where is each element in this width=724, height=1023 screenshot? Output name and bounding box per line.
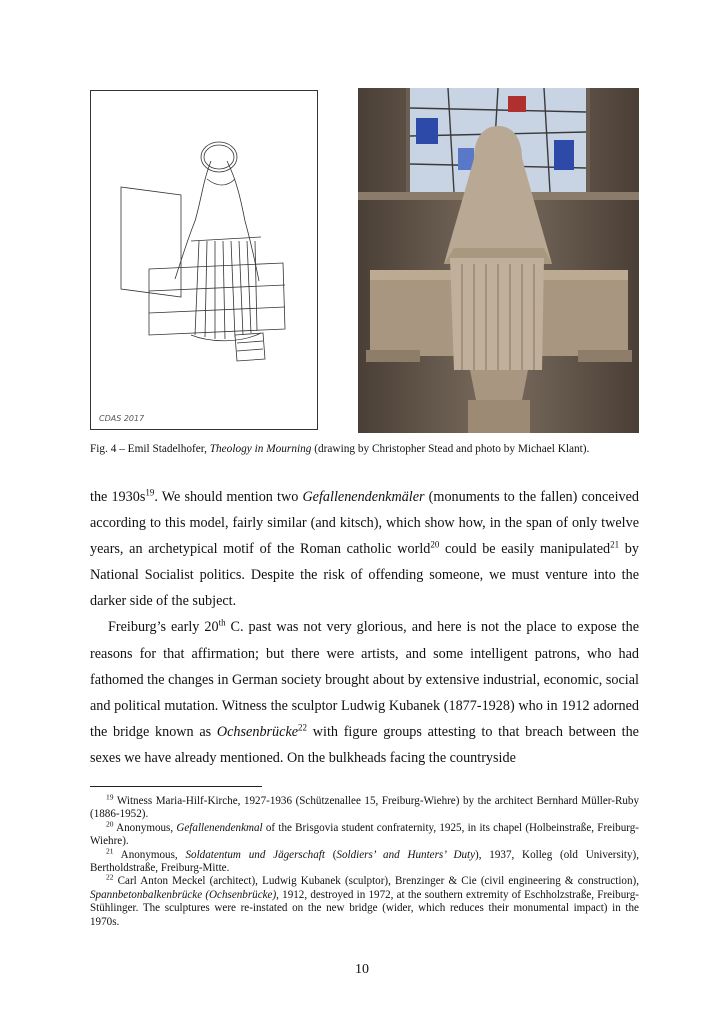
footnote-divider	[90, 786, 262, 787]
footnote-20	[90, 819, 639, 849]
footnote-text: Anonymous,	[113, 848, 186, 861]
footnote-italic: Soldiers’ and Hunters’ Duty	[336, 848, 476, 861]
drawing-signature: CDAS 2017	[99, 414, 145, 423]
text-run: (monuments to the fallen) conceived according to this model, fairly similar (and kitsch), which show how, in the span of only twelve years, an archetypical motif of the Roman catholic world	[90, 489, 639, 558]
footnote-text: of the Brisgovia student confraternity, 1925, in its chapel (Holbeinstraße, Freiburg-Wiehre).	[90, 821, 639, 848]
ordinal-suffix: th	[218, 617, 226, 628]
footnote-21	[90, 845, 639, 876]
paragraph-2	[90, 614, 639, 771]
footnotes	[90, 792, 639, 929]
text-run: with figure groups attesting to that breach between the sexes we have already mentioned. On the bulkheads facing the countryside	[90, 723, 639, 766]
footnote-number: 22	[106, 872, 114, 882]
statue-photo	[358, 88, 639, 433]
page-number: 10	[355, 962, 369, 977]
caption-suffix: (drawing by Christopher Stead and photo by Michael Klant).	[311, 443, 590, 455]
footnote-text: Anonymous,	[113, 821, 177, 834]
footnote-text: (	[324, 848, 337, 861]
figure-4	[90, 88, 639, 433]
figure-caption	[90, 442, 650, 456]
footnote-22	[90, 872, 639, 929]
text-run: . We should mention two	[154, 489, 303, 505]
caption-title: Theology in Mourning	[209, 443, 312, 455]
footnote-number: 20	[106, 819, 114, 829]
footnote-19	[90, 792, 639, 822]
text-run: Freiburg’s early 20	[108, 619, 219, 636]
line-drawing-image	[90, 90, 318, 430]
paragraph-1	[90, 484, 639, 614]
footnote-text: Carl Anton Meckel (architect), Ludwig Kubanek (sculptor), Brenzinger & Cie (civil engineering & construction),	[113, 875, 639, 888]
footnote-ref-22: 22	[298, 722, 308, 733]
caption-prefix: Fig. 4 – Emil Stadelhofer,	[90, 443, 210, 455]
madonna-sketch	[91, 91, 317, 429]
footnote-text: Witness Maria-Hilf-Kirche, 1927-1936 (Schützenallee 15, Freiburg-Wiehre) by the architect Bernhard Müller-Ruby (1886-1952).	[90, 795, 639, 821]
footnote-number: 21	[106, 845, 114, 855]
text-run: could be easily manipulated	[439, 541, 611, 558]
text-run: by National Socialist politics. Despite the risk of offending someone, we must venture into the darker side of the subject.	[90, 541, 639, 610]
text-run: the 1930s	[90, 489, 146, 505]
italic-term: Gefallenendenkmäler	[302, 489, 425, 505]
footnote-text: 1912, destroyed in 1972, at the southern extremity of Eschholzstraße, Freiburg-Stühlinger. The sculptures were re-instated on the new bridge (wider, which reduces their monumental impact) in the 1970s.	[90, 888, 639, 928]
footnote-ref-21: 21	[610, 539, 620, 550]
footnote-text: ), 1937, Kolleg (old University), Bertholdstraße, Freiburg-Mitte.	[90, 848, 639, 875]
footnote-italic: Spannbetonbalkenbrücke (Ochsenbrücke),	[90, 888, 279, 901]
footnote-italic: Soldatentum und Jägerschaft	[185, 848, 325, 861]
footnote-ref-19: 19	[145, 487, 155, 498]
footnote-italic: Gefallenendenkmal	[176, 821, 263, 834]
footnote-ref-20: 20	[430, 539, 440, 550]
italic-term: Ochsenbrücke	[216, 723, 299, 740]
text-run: C. past was not very glorious, and here is not the place to expose the reasons for that affirmation; but there were artists, and some intelligent patrons, who had fathomed the changes in German society brought about by extensive industrial, economic, social and political mutation. Witness the sculptor Ludwig Kubanek (1877-1928) who in 1912 adorned the bridge known as	[90, 619, 639, 740]
statue-photo-illustration	[358, 88, 639, 433]
footnote-number: 19	[106, 792, 114, 802]
body-text	[90, 484, 639, 771]
